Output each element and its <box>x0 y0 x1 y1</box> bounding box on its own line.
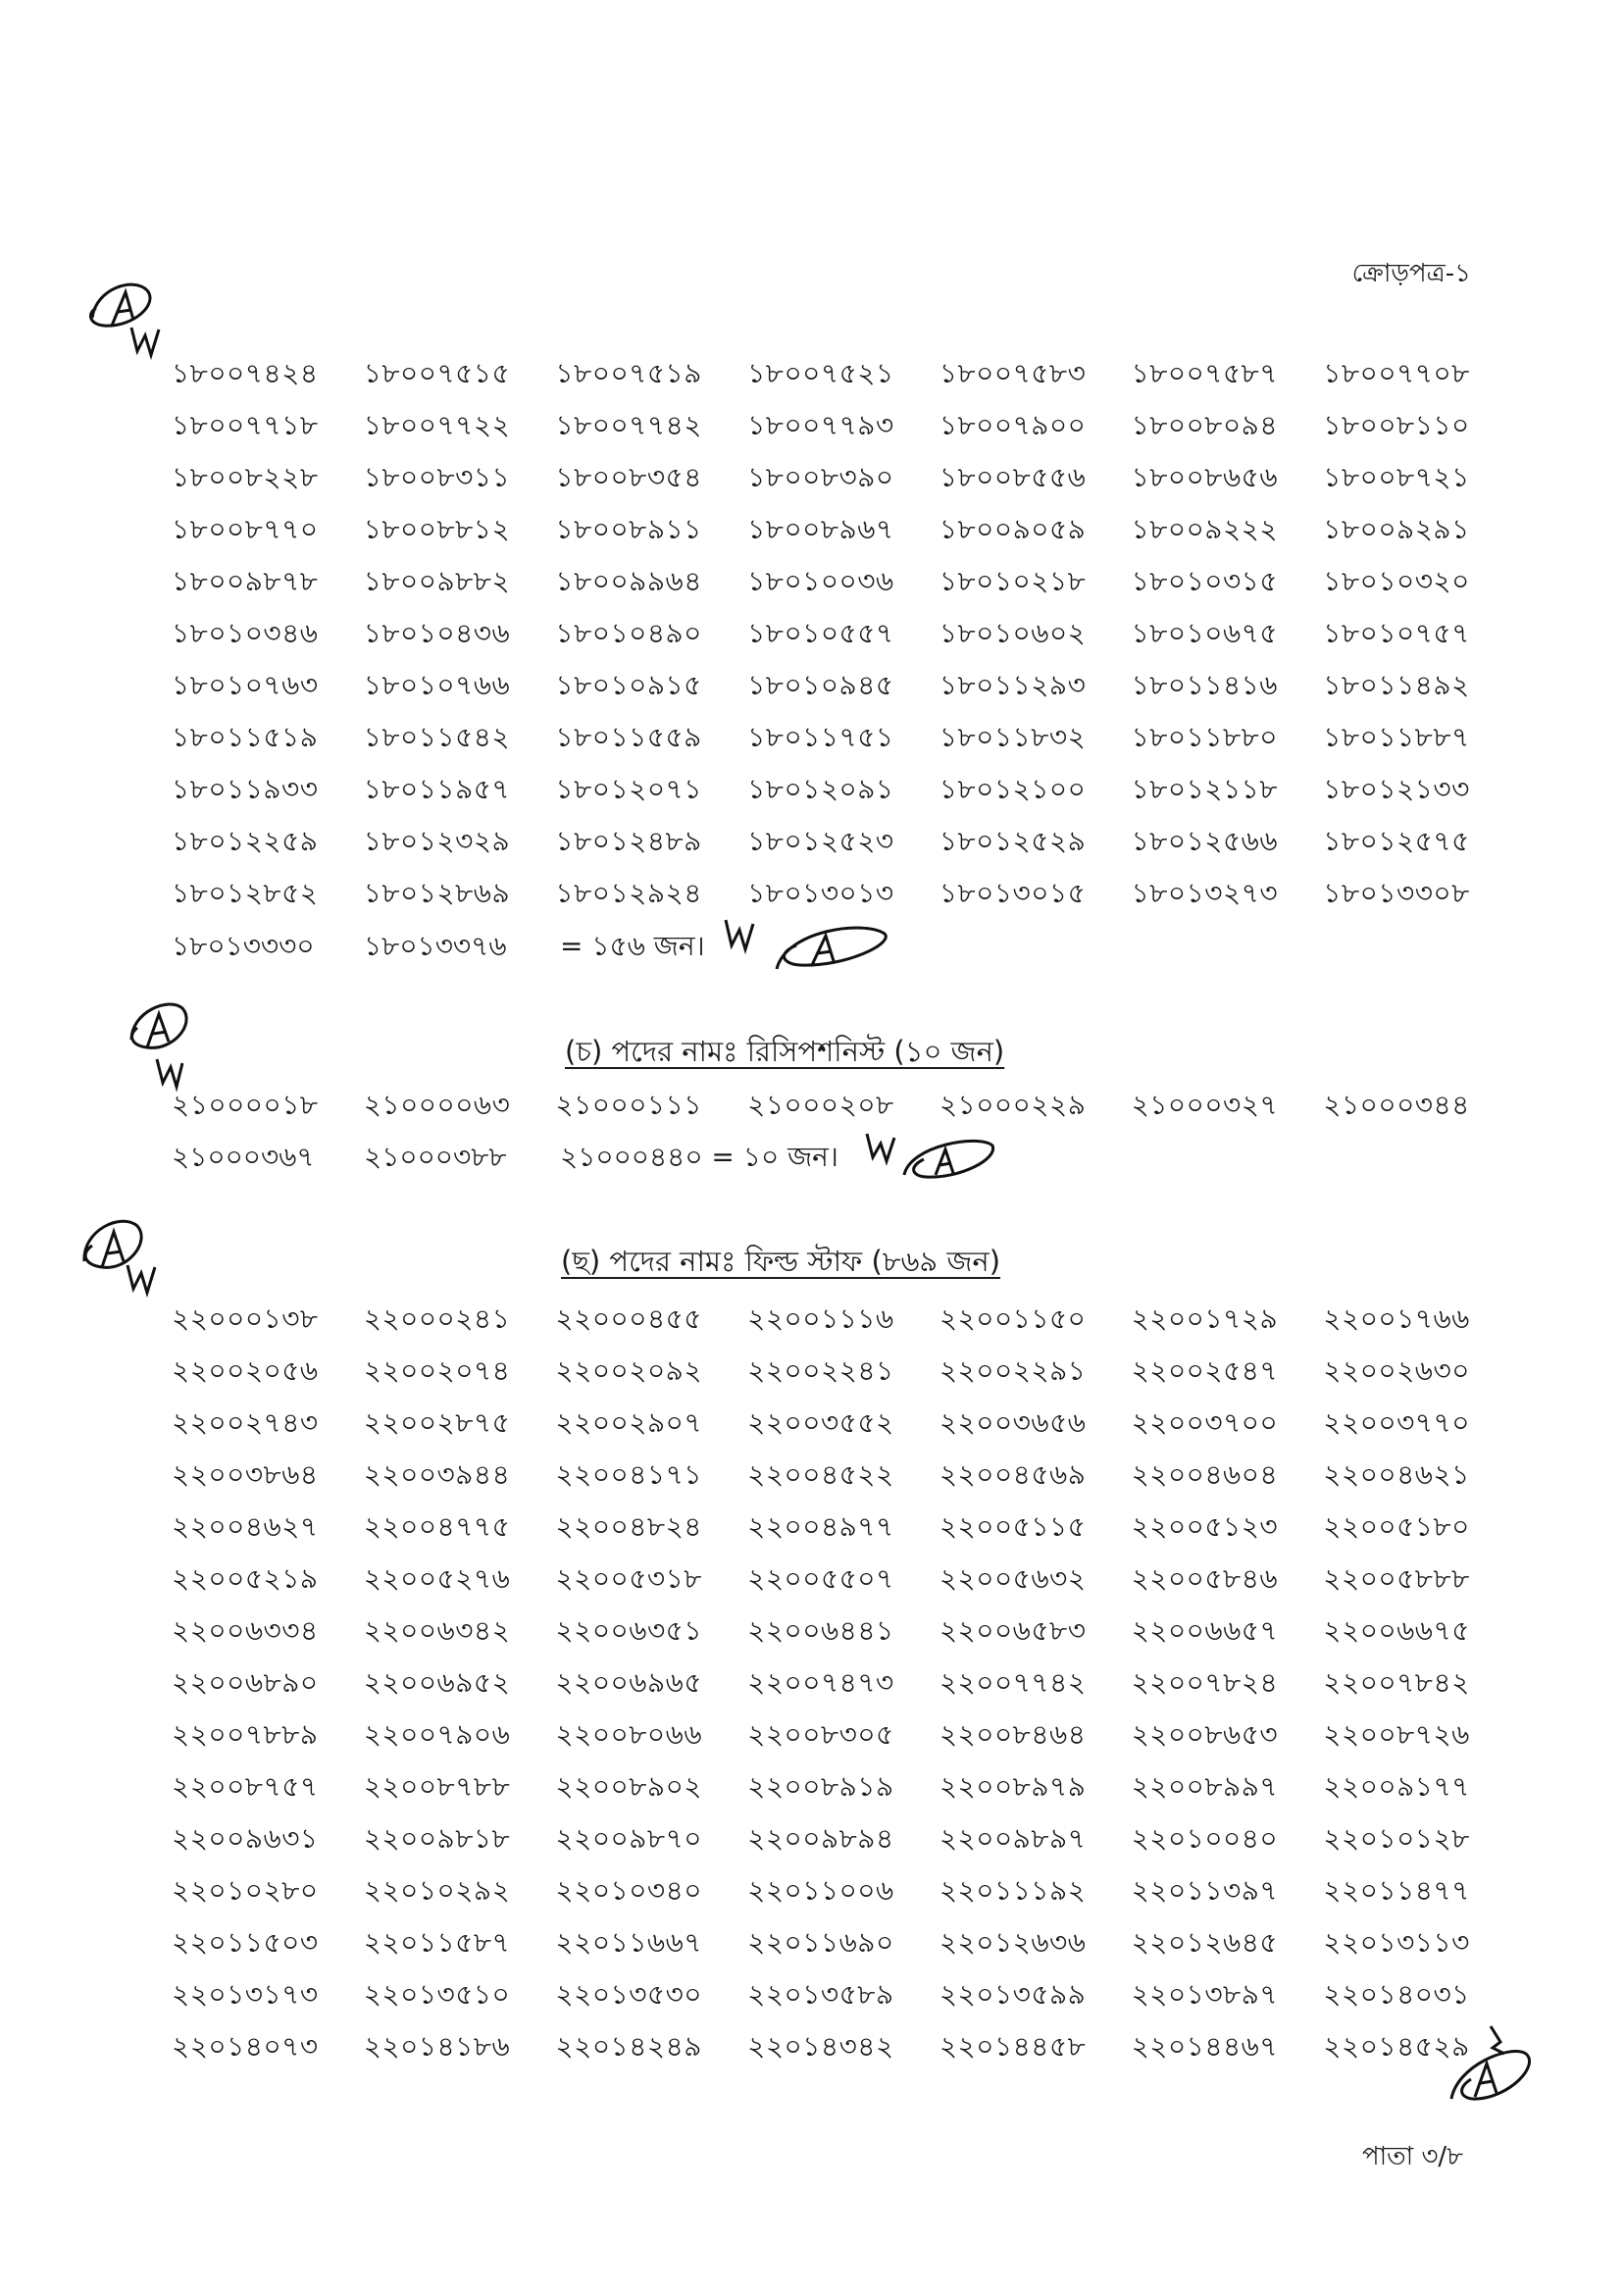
roll-number: ২২০০৬৫৮৩ <box>939 1614 1087 1647</box>
roll-number: ১৮০১১২৯৩ <box>939 669 1087 701</box>
roll-number: ২২০১০২৯২ <box>363 1874 511 1907</box>
roll-number: ২২০০৭৯০৬ <box>363 1718 511 1751</box>
roll-number: ২২০০৩৮৬৪ <box>172 1458 319 1491</box>
roll-number: ১৮০১০০৩৬ <box>747 565 894 597</box>
roll-number-grid-previous-section <box>172 347 1515 919</box>
roll-number: ২২০০১১৫০ <box>939 1302 1087 1335</box>
roll-number: ২২০০৬৬৭৫ <box>1323 1614 1470 1647</box>
signature-initial-5 <box>73 1206 171 1314</box>
roll-number: ১৮০১০৯১৫ <box>555 669 702 701</box>
roll-number: ১৮০০৮২২৮ <box>172 461 319 493</box>
roll-number: ২২০০৯১৭৭ <box>1323 1770 1470 1803</box>
roll-number: ১৮০১১৮৩২ <box>939 721 1087 753</box>
roll-number: ১৮০১১৮৮০ <box>1131 721 1278 753</box>
roll-number: ১৮০১২৪৮৯ <box>555 825 702 857</box>
roll-number: ১৮০০৭৫২১ <box>747 357 894 389</box>
roll-number: ১৮০১০৬৭৫ <box>1131 617 1279 649</box>
roll-number: ১৮০১২৫২৯ <box>939 825 1087 857</box>
roll-number: ২২০০৪৬০৪ <box>1131 1458 1279 1491</box>
roll-number: ২২০১১৬৯০ <box>747 1926 894 1959</box>
roll-number: ২২০০৮৩০৫ <box>747 1718 894 1751</box>
roll-number: ১৮০০৮৯১১ <box>555 513 702 545</box>
roll-number: ২২০১৪০৭৩ <box>172 2030 319 2063</box>
roll-number: ২২০০৮৭৮৮ <box>363 1770 511 1803</box>
roll-number: ২২০০৮৪৬৪ <box>939 1718 1087 1751</box>
roll-number: ২১০০০১১১ <box>555 1089 702 1121</box>
roll-number: ১৮০১০৬০২ <box>939 617 1087 649</box>
roll-number: ২২০১১৩৯৭ <box>1131 1874 1279 1907</box>
roll-number: ১৮০১১৪১৬ <box>1131 669 1278 701</box>
roll-number: ২২০০৮৯১৯ <box>747 1770 894 1803</box>
roll-number: ২২০০৮৬৫৩ <box>1131 1718 1279 1751</box>
roll-number: ২২০০৩৬৫৬ <box>939 1406 1087 1439</box>
roll-number: ১৮০০৮৫৫৬ <box>939 461 1087 493</box>
roll-number: ২২০০৬৮৯০ <box>172 1666 319 1699</box>
roll-number: ২২০১০০৪০ <box>1131 1822 1279 1855</box>
roll-number: ২২০০২০৯২ <box>555 1354 703 1387</box>
roll-number: ১৮০১০৪৩৬ <box>363 617 511 649</box>
roll-number: ১৮০০৭৯০০ <box>939 409 1087 441</box>
roll-number: ২২০০২৫৪৭ <box>1131 1354 1279 1387</box>
roll-number: ১৮০১২৫৬৬ <box>1131 825 1279 857</box>
roll-number: ১৮০১১৯৩৩ <box>172 773 319 805</box>
roll-number: ২২০১৩৫৮৯ <box>747 1978 894 2011</box>
roll-number: ১৮০১০৭৬৬ <box>363 669 511 701</box>
roll-number-last-row-previous <box>172 920 721 972</box>
roll-number: ২১০০০৩৮৮ <box>364 1141 507 1173</box>
roll-number: ২২০০৫৫০৭ <box>747 1562 894 1595</box>
roll-number: ২১০০০৩৬৭ <box>172 1141 315 1173</box>
roll-number: ২২০১৩১১৩ <box>1323 1926 1470 1959</box>
roll-number: ২২০০২৯০৭ <box>555 1406 703 1439</box>
roll-number: ২১০০০২০৮ <box>747 1089 894 1121</box>
roll-number: ২২০১৪৪৬৭ <box>1131 2030 1279 2063</box>
roll-number: ১৮০১০৭৫৭ <box>1323 617 1470 649</box>
roll-number: ১৮০০৯৯৬৪ <box>555 565 702 597</box>
roll-number: ২২০০২০৫৬ <box>172 1354 319 1387</box>
roll-number: ২২০১১৬৬৭ <box>555 1926 702 1959</box>
section-total: ২১০০০৪৪০ = ১০ জন। <box>560 1141 838 1173</box>
roll-number: ২২০০৯৬৩১ <box>172 1822 319 1855</box>
roll-number: ২২০০৫১১৫ <box>939 1510 1087 1543</box>
roll-number: ২২০১৪২৪৯ <box>555 2030 702 2063</box>
roll-number: ১৮০১২২৫৯ <box>172 825 319 857</box>
signature-initial-2 <box>718 910 894 979</box>
roll-number: ১৮০১১৫৫৯ <box>555 721 702 753</box>
roll-number: ২২০০৫২৭৬ <box>363 1562 511 1595</box>
page-number: পাতা ৩/৮ <box>1361 2142 1463 2171</box>
roll-number: ২২০০৫২১৯ <box>172 1562 319 1595</box>
roll-number: ২২০০৩৭০০ <box>1131 1406 1279 1439</box>
roll-number: ২২০০৫১৮০ <box>1323 1510 1470 1543</box>
roll-number: ১৮০০৯০৫৯ <box>939 513 1087 545</box>
roll-number: ১৮০১০৫৫৭ <box>747 617 894 649</box>
roll-number: ১৮০১৩৩৭৬ <box>364 930 507 962</box>
roll-number: ১৮০১২০৭১ <box>555 773 702 805</box>
roll-number: ২২০০৮৯০২ <box>555 1770 702 1803</box>
roll-number: ২২০১১৪৭৭ <box>1323 1874 1470 1907</box>
roll-number: ২২০১৪০৩১ <box>1323 1978 1470 2011</box>
roll-number: ১৮০১১৫৪২ <box>363 721 511 753</box>
roll-number: ১৮০১২১১৮ <box>1131 773 1278 805</box>
roll-number: ১৮০১২০৯১ <box>747 773 894 805</box>
roll-number: ১৮০১২৫২৩ <box>747 825 894 857</box>
roll-number: ১৮০০৮৭২১ <box>1323 461 1470 493</box>
annex-label: ক্রোড়পত্র-১ <box>1351 259 1471 288</box>
roll-number: ১৮০০৮৬৫৬ <box>1131 461 1279 493</box>
roll-number: ২২০০২২৪১ <box>747 1354 894 1387</box>
roll-number: ২২০১৩৫৩০ <box>555 1978 702 2011</box>
roll-number: ২২০০৭৭৪২ <box>939 1666 1087 1699</box>
roll-number: ১৮০১০৪৯০ <box>555 617 702 649</box>
roll-number: ১৮০০৭৭১৮ <box>172 409 319 441</box>
roll-number: ১৮০১১৫১৯ <box>172 721 319 753</box>
roll-number: ১৮০০৮১১০ <box>1323 409 1470 441</box>
roll-number: ২২০০১৭২৯ <box>1131 1302 1279 1335</box>
roll-number: ১৮০১১৭৫১ <box>747 721 894 753</box>
roll-number: ২২০০০১৩৮ <box>172 1302 319 1335</box>
section-title-field-staff: (ছ) পদের নামঃ ফিল্ড স্টাফ (৮৬৯ জন) <box>561 1245 1001 1278</box>
roll-number: ২২০০৪৬২১ <box>1323 1458 1470 1491</box>
roll-number: ১৮০০৭৭৪২ <box>555 409 702 441</box>
roll-number: ২২০০৪৬২৭ <box>172 1510 319 1543</box>
roll-number: ২২০০২০৭৪ <box>363 1354 511 1387</box>
roll-number: ১৮০০৭৫১৫ <box>363 357 511 389</box>
roll-number: ২২০০৬৩৫১ <box>555 1614 702 1647</box>
roll-number: ১৮০১০৩১৫ <box>1131 565 1279 597</box>
roll-number: ২২০০৪৯৭৭ <box>747 1510 894 1543</box>
roll-number: ১৮০১০৩৪৬ <box>172 617 319 649</box>
roll-number: ২২০১০৩৪০ <box>555 1874 702 1907</box>
roll-number: ১৮০০৮৩৯০ <box>747 461 894 493</box>
roll-number: ১৮০০৮৮১২ <box>363 513 511 545</box>
roll-number: ২২০০৫৮৮৮ <box>1323 1562 1470 1595</box>
roll-number: ১৮০০৭৪২৪ <box>172 357 319 389</box>
roll-number: ২২০১২৬৩৬ <box>939 1926 1087 1959</box>
roll-number: ২২০০৫১২৩ <box>1131 1510 1279 1543</box>
roll-number: ২২০০৬৩৩৪ <box>172 1614 319 1647</box>
roll-number: ২২০০৮০৬৬ <box>555 1718 703 1751</box>
roll-number: ২২০০৮৭৫৭ <box>172 1770 319 1803</box>
roll-number: ১৮০১৩০১৩ <box>747 877 894 909</box>
roll-number: ২২০১৪৪৫৮ <box>939 2030 1087 2063</box>
roll-number: ২২০০৪১৭১ <box>555 1458 702 1491</box>
roll-number: ২২০০৩৫৫২ <box>747 1406 894 1439</box>
roll-number: ১৮০১২৮৬৯ <box>363 877 511 909</box>
section-title-receptionist: (চ) পদের নামঃ রিসিপশনিস্ট (১০ জন) <box>565 1035 1005 1068</box>
roll-number: ১৮০০৯২২২ <box>1131 513 1279 545</box>
roll-number-last-row-receptionist <box>172 1131 956 1183</box>
roll-number: ২২০১১১৯২ <box>939 1874 1087 1907</box>
roll-number: ১৮০০৭৭৯৩ <box>747 409 894 441</box>
roll-number: ১৮০০৮৩৫৪ <box>555 461 702 493</box>
roll-number: ২২০০২৬৩০ <box>1323 1354 1470 1387</box>
roll-number: ২২০০৯৮৭০ <box>555 1822 702 1855</box>
roll-number: ২২০০৫৮৪৬ <box>1131 1562 1279 1595</box>
roll-number: ২২০০৭৮৮৯ <box>172 1718 319 1751</box>
roll-number: ২২০০৬৩৪২ <box>363 1614 511 1647</box>
roll-number: ১৮০১০৯৪৫ <box>747 669 894 701</box>
roll-number: ২২০০৯৮১৮ <box>363 1822 511 1855</box>
roll-number: ১৮০০৯৮৭৮ <box>172 565 319 597</box>
roll-number: ১৮০১১৪৯২ <box>1323 669 1470 701</box>
roll-number: ২২০১৪১৮৬ <box>363 2030 511 2063</box>
roll-number: ১৮০১১৮৮৭ <box>1323 721 1470 753</box>
roll-number: ২২০০৮৯৯৭ <box>1131 1770 1279 1803</box>
roll-number: ২২০০৮৯৭৯ <box>939 1770 1087 1803</box>
roll-number: ২২০১৩৫১০ <box>363 1978 511 2011</box>
roll-number: ২২০১৪৫২৯ <box>1323 2030 1470 2063</box>
roll-number: ২২০০৯৮৯৭ <box>939 1822 1087 1855</box>
roll-number: ১৮০০৮৩১১ <box>363 461 511 493</box>
roll-number: ১৮০১০৩২০ <box>1323 565 1470 597</box>
roll-number: ২২০০৬৯৫২ <box>363 1666 511 1699</box>
roll-number: ২২০০৫৩১৮ <box>555 1562 702 1595</box>
roll-number: ২১০০০০৬৩ <box>363 1089 511 1121</box>
roll-number: ২২০০৭৮২৪ <box>1131 1666 1279 1699</box>
roll-number: ১৮০০৭৫৮৭ <box>1131 357 1279 389</box>
roll-number: ২২০০৪৫৬৯ <box>939 1458 1087 1491</box>
roll-number: ১৮০১২১৩৩ <box>1323 773 1470 805</box>
roll-number: ১৮০১০২১৮ <box>939 565 1087 597</box>
roll-number: ২২০১০২৮০ <box>172 1874 319 1907</box>
roll-number: ২২০০৬৯৬৫ <box>555 1666 702 1699</box>
roll-number: ২২০০৬৪৪১ <box>747 1614 894 1647</box>
roll-number: ২২০১০১২৮ <box>1323 1822 1470 1855</box>
roll-number: ২২০০২৮৭৫ <box>363 1406 511 1439</box>
roll-number: ২১০০০৩৪৪ <box>1323 1089 1470 1121</box>
roll-number: ১৮০১২১০০ <box>939 773 1087 805</box>
roll-number: ২২০০১১১৬ <box>747 1302 894 1335</box>
roll-number-grid-field-staff <box>172 1293 1515 2072</box>
roll-number: ২২০১৪৩৪২ <box>747 2030 894 2063</box>
roll-number: ১৮০১৩৩৩০ <box>172 930 315 962</box>
roll-number: ২২০০৫৬৩২ <box>939 1562 1087 1595</box>
roll-number: ১৮০১২৮৫২ <box>172 877 319 909</box>
roll-number: ১৮০০৭৭০৮ <box>1323 357 1470 389</box>
roll-number: ২২০০৭৪৭৩ <box>747 1666 894 1699</box>
roll-number: ২২০০০২৪১ <box>363 1302 511 1335</box>
roll-number: ১৮০১০৭৬৩ <box>172 669 319 701</box>
roll-number: ২১০০০২২৯ <box>939 1089 1087 1121</box>
roll-number: ২২০১৩৫৯৯ <box>939 1978 1087 2011</box>
roll-number: ১৮০০৮৯৬৭ <box>747 513 894 545</box>
roll-number: ২২০১১৫০৩ <box>172 1926 319 1959</box>
roll-number: ২২০০৪৮২৪ <box>555 1510 702 1543</box>
roll-number: ১৮০১২৯২৪ <box>555 877 702 909</box>
roll-number: ১৮০১৩৩০৮ <box>1323 877 1470 909</box>
roll-number: ২২০০০৪৫৫ <box>555 1302 702 1335</box>
roll-number: ২২০০২৭৪৩ <box>172 1406 319 1439</box>
roll-number: ১৮০০৮০৯৪ <box>1131 409 1279 441</box>
roll-number: ১৮০১২৩২৯ <box>363 825 511 857</box>
roll-number: ১৮০১৩২৭৩ <box>1131 877 1279 909</box>
roll-number: ১৮০০৯২৯১ <box>1323 513 1470 545</box>
roll-number: ২২০১১৫৮৭ <box>363 1926 511 1959</box>
roll-number: ১৮০১১৯৫৭ <box>363 773 511 805</box>
roll-number: ২২০০৯৮৯৪ <box>747 1822 894 1855</box>
roll-number: ১৮০০৭৭২২ <box>363 409 511 441</box>
roll-number: ২২০১৩১৭৩ <box>172 1978 319 2011</box>
roll-number: ১৮০১৩০১৫ <box>939 877 1087 909</box>
roll-number: ২২০০৪৭৭৫ <box>363 1510 511 1543</box>
roll-number: ২২০০৩৭৭০ <box>1323 1406 1470 1439</box>
roll-number: ২২০০৪৫২২ <box>747 1458 894 1491</box>
roll-number: ১৮০০৭৫৮৩ <box>939 357 1087 389</box>
roll-number: ১৮০০৯৮৮২ <box>363 565 511 597</box>
roll-number: ২২০১২৬৪৫ <box>1131 1926 1279 1959</box>
roll-number: ২২০১৩৮৯৭ <box>1131 1978 1279 2011</box>
section-total: = ১৫৬ জন। <box>560 930 705 962</box>
roll-number: ১৮০১২৫৭৫ <box>1323 825 1470 857</box>
roll-number: ২১০০০০১৮ <box>172 1089 319 1121</box>
roll-number: ২২০০৬৬৫৭ <box>1131 1614 1279 1647</box>
roll-number-grid-receptionist <box>172 1079 1515 1131</box>
roll-number: ২২০০৮৭২৬ <box>1323 1718 1470 1751</box>
roll-number: ২১০০০৩২৭ <box>1131 1089 1279 1121</box>
roll-number: ২২০০৩৯৪৪ <box>363 1458 511 1491</box>
roll-number: ২২০০২২৯১ <box>939 1354 1087 1387</box>
roll-number: ২২০১১০০৬ <box>747 1874 894 1907</box>
roll-number: ২২০০৭৮৪২ <box>1323 1666 1470 1699</box>
roll-number: ১৮০০৮৭৭০ <box>172 513 319 545</box>
roll-number: ১৮০০৭৫১৯ <box>555 357 702 389</box>
roll-number: ২২০০১৭৬৬ <box>1323 1302 1470 1335</box>
